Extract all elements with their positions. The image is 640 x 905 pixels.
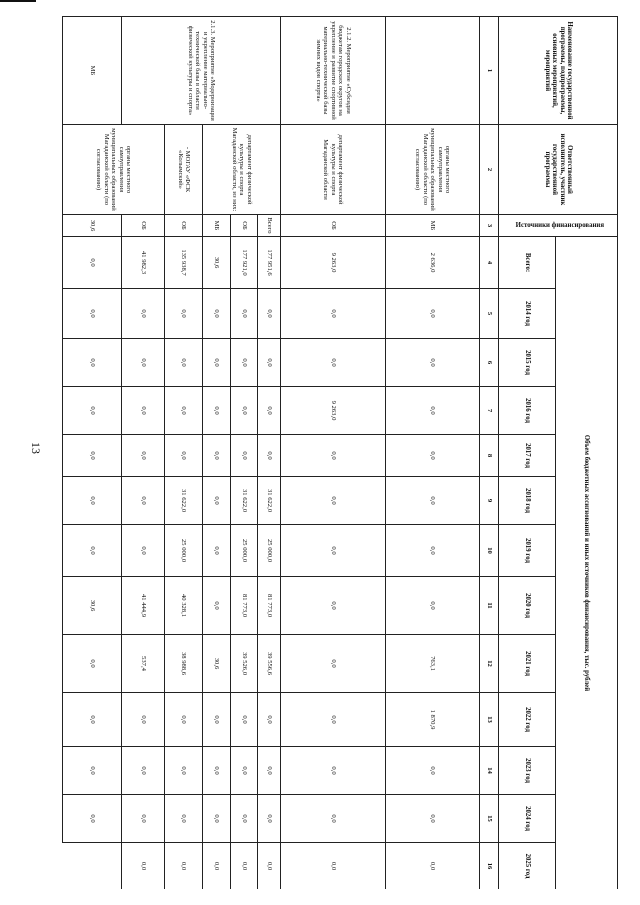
header-source: Источники финансирования — [515, 221, 604, 229]
value-cell: 0,0 — [257, 387, 281, 435]
value-cell: 0,0 — [165, 339, 203, 387]
value-cell: 0,0 — [165, 795, 203, 843]
value-cell: 9 263,0 — [281, 237, 385, 289]
value-cell: 763,1 — [385, 635, 480, 693]
value-cell: 0,0 — [165, 387, 203, 435]
value-cell: 0,0 — [63, 747, 122, 795]
value-cell: 0,0 — [203, 289, 231, 339]
event-name: 2.1.2. Мероприятие «Субсидия бюджетам городских округов на укрепление и развитие спортивной материально-технической базы зимних видов спорта» — [281, 17, 385, 125]
value-cell: 0,0 — [63, 339, 122, 387]
value-cell: 0,0 — [203, 843, 231, 890]
value-cell: 177 951,6 — [257, 237, 281, 289]
value-cell: 135 938,7 — [165, 237, 203, 289]
value-cell: 0,0 — [203, 339, 231, 387]
header-funding: Объем бюджетных ассигнований и иных источников финансирования, тыс. рублей — [556, 237, 618, 890]
value-cell: 0,0 — [203, 577, 231, 635]
value-cell: 0,0 — [203, 693, 231, 747]
budget-table — [62, 16, 618, 889]
value-cell: 0,0 — [257, 339, 281, 387]
value-cell: 0,0 — [203, 387, 231, 435]
scan-edge-mark — [0, 0, 36, 2]
executor-cell: органы местного самоуправления муниципальных образований Магаданской области (по согласованию) — [385, 125, 480, 215]
value-cell: 0,0 — [257, 289, 281, 339]
value-cell: 0,0 — [63, 635, 122, 693]
value-cell: 31 622,0 — [257, 477, 281, 525]
value-cell: 0,0 — [63, 387, 122, 435]
value-cell: 0,0 — [203, 795, 231, 843]
table-row — [122, 17, 165, 890]
value-cell: 0,0 — [281, 795, 385, 843]
value-cell: 0,0 — [63, 525, 122, 577]
value-cell: 0,0 — [63, 477, 122, 525]
value-cell: 0,0 — [281, 525, 385, 577]
value-cell: 0,0 — [385, 477, 480, 525]
page-number: 13 — [29, 442, 43, 454]
value-cell: 30,6 — [63, 577, 122, 635]
source-cell: ОБ — [281, 215, 385, 237]
value-cell: 0,0 — [281, 635, 385, 693]
value-cell: 0,0 — [231, 843, 257, 890]
value-cell: 30,6 — [63, 215, 122, 237]
value-cell: 30,6 — [203, 237, 231, 289]
value-cell: 0,0 — [122, 795, 165, 843]
event-name: 2.1.3. Мероприятие «Модернизация и укрепление материально-технической базы в области физической культуры и спорта» — [122, 17, 281, 125]
column-number: 2 — [480, 125, 499, 215]
header-name: Наименование государственной программы, подпрограммы, основных мероприятий, мероприятий — [499, 17, 618, 125]
value-cell: 0,0 — [257, 795, 281, 843]
value-cell: 0,0 — [122, 525, 165, 577]
column-number: 5 — [480, 289, 499, 339]
table-rotation-frame — [62, 16, 618, 889]
value-cell: 0,0 — [122, 747, 165, 795]
table-row — [385, 17, 480, 890]
value-cell: 0,0 — [231, 693, 257, 747]
value-cell: 537,4 — [122, 635, 165, 693]
header-year: 2024 год — [499, 795, 556, 843]
header-year: 2015 год — [499, 339, 556, 387]
value-cell: 0,0 — [165, 693, 203, 747]
value-cell: 25 000,0 — [165, 525, 203, 577]
value-cell: 0,0 — [257, 693, 281, 747]
value-cell: 25 000,0 — [231, 525, 257, 577]
value-cell: 0,0 — [281, 435, 385, 477]
header-year: 2022 год — [499, 693, 556, 747]
value-cell: 0,0 — [385, 289, 480, 339]
value-cell: 41 444,9 — [122, 577, 165, 635]
value-cell: 0,0 — [122, 387, 165, 435]
column-number: 10 — [480, 525, 499, 577]
value-cell: 0,0 — [231, 387, 257, 435]
value-cell: 9 263,0 — [281, 387, 385, 435]
value-cell: 39 556,6 — [257, 635, 281, 693]
value-cell: 0,0 — [385, 339, 480, 387]
value-cell: 0,0 — [385, 435, 480, 477]
value-cell: 0,0 — [203, 477, 231, 525]
value-cell: 25 000,0 — [257, 525, 281, 577]
value-cell: 0,0 — [165, 747, 203, 795]
value-cell: 0,0 — [385, 387, 480, 435]
value-cell: 0,0 — [165, 843, 203, 890]
header-year: 2014 год — [499, 289, 556, 339]
value-cell: 38 988,6 — [165, 635, 203, 693]
value-cell: 0,0 — [231, 747, 257, 795]
value-cell: 0,0 — [281, 693, 385, 747]
header-year: 2017 год — [499, 435, 556, 477]
value-cell: 0,0 — [281, 339, 385, 387]
column-number: 13 — [480, 693, 499, 747]
value-cell: 31 622,0 — [231, 477, 257, 525]
header-source-cell — [499, 215, 618, 237]
value-cell: 0,0 — [257, 435, 281, 477]
value-cell: 0,0 — [385, 525, 480, 577]
value-cell: 0,0 — [231, 289, 257, 339]
value-cell: 0,0 — [281, 577, 385, 635]
header-year: 2016 год — [499, 387, 556, 435]
value-cell: 81 773,0 — [231, 577, 257, 635]
value-cell: 0,0 — [281, 477, 385, 525]
column-number: 4 — [480, 237, 499, 289]
value-cell: 81 773,0 — [257, 577, 281, 635]
source-cell: МБ — [63, 17, 122, 125]
value-cell: 41 982,3 — [122, 237, 165, 289]
value-cell: 31 622,0 — [165, 477, 203, 525]
source-cell: ОБ — [122, 215, 165, 237]
column-number: 8 — [480, 435, 499, 477]
value-cell: 0,0 — [165, 435, 203, 477]
column-number: 11 — [480, 577, 499, 635]
value-cell: 0,0 — [385, 843, 480, 890]
table-row — [165, 17, 203, 890]
value-cell: 0,0 — [122, 435, 165, 477]
column-number: 14 — [480, 747, 499, 795]
value-cell: 0,0 — [63, 289, 122, 339]
column-number: 1 — [480, 17, 499, 125]
column-number: 16 — [480, 843, 499, 890]
value-cell: 0,0 — [385, 747, 480, 795]
value-cell: 177 921,0 — [231, 237, 257, 289]
value-cell: 0,0 — [122, 339, 165, 387]
value-cell: 0,0 — [281, 747, 385, 795]
value-cell: 0,0 — [203, 525, 231, 577]
value-cell: 0,0 — [122, 843, 165, 890]
value-cell: 0,0 — [63, 693, 122, 747]
table-row — [281, 17, 385, 890]
header-year: 2020 год — [499, 577, 556, 635]
source-cell: Всего — [257, 215, 281, 237]
source-cell: ОБ — [231, 215, 257, 237]
value-cell: 1 870,9 — [385, 693, 480, 747]
value-cell: 0,0 — [203, 747, 231, 795]
source-cell: ОБ — [165, 215, 203, 237]
value-cell: 30,6 — [203, 635, 231, 693]
value-cell: 0,0 — [122, 289, 165, 339]
value-cell: 0,0 — [203, 435, 231, 477]
value-cell: 0,0 — [63, 237, 122, 289]
header-year: 2021 год — [499, 635, 556, 693]
table-row — [257, 17, 281, 890]
value-cell: 0,0 — [281, 289, 385, 339]
source-cell: МБ — [203, 215, 231, 237]
value-cell: 0,0 — [63, 795, 122, 843]
header-year: 2019 год — [499, 525, 556, 577]
value-cell: 0,0 — [231, 435, 257, 477]
value-cell: 0,0 — [385, 577, 480, 635]
column-number: 12 — [480, 635, 499, 693]
column-number: 15 — [480, 795, 499, 843]
value-cell: 0,0 — [231, 339, 257, 387]
column-number: 6 — [480, 339, 499, 387]
column-number: 3 — [480, 215, 499, 237]
column-number: 9 — [480, 477, 499, 525]
value-cell: 0,0 — [385, 795, 480, 843]
column-number: 7 — [480, 387, 499, 435]
value-cell: 0,0 — [231, 795, 257, 843]
value-cell: 0,0 — [165, 289, 203, 339]
value-cell: 0,0 — [122, 477, 165, 525]
header-total: Всего: — [499, 237, 556, 289]
value-cell: 0,0 — [257, 747, 281, 795]
value-cell: 39 526,0 — [231, 635, 257, 693]
value-cell: 0,0 — [281, 843, 385, 890]
value-cell: 40 328,1 — [165, 577, 203, 635]
executor-cell: департамент физической культуры и спорта Магаданской области — [281, 125, 385, 215]
name-cell-empty — [385, 17, 480, 125]
header-executor: Ответственный исполнитель, участник государственной программы — [499, 125, 618, 215]
value-cell: 0,0 — [122, 693, 165, 747]
header-year: 2023 год — [499, 747, 556, 795]
executor-cell: департамент физической культуры и спорта Магаданской области, из них: — [203, 125, 281, 215]
executor-cell: - МОГАУ «ФСК «Колымский» — [165, 125, 203, 215]
source-cell: МБ — [385, 215, 480, 237]
header-year: 2025 год — [499, 843, 556, 890]
header-year: 2018 год — [499, 477, 556, 525]
executor-cell: органы местного самоуправления муниципальных образований Магаданской области (по согласованию) — [63, 125, 165, 215]
value-cell: 0,0 — [257, 843, 281, 890]
rotated-table-container — [62, 16, 618, 889]
value-cell: 2 636,0 — [385, 237, 480, 289]
value-cell: 0,0 — [63, 435, 122, 477]
